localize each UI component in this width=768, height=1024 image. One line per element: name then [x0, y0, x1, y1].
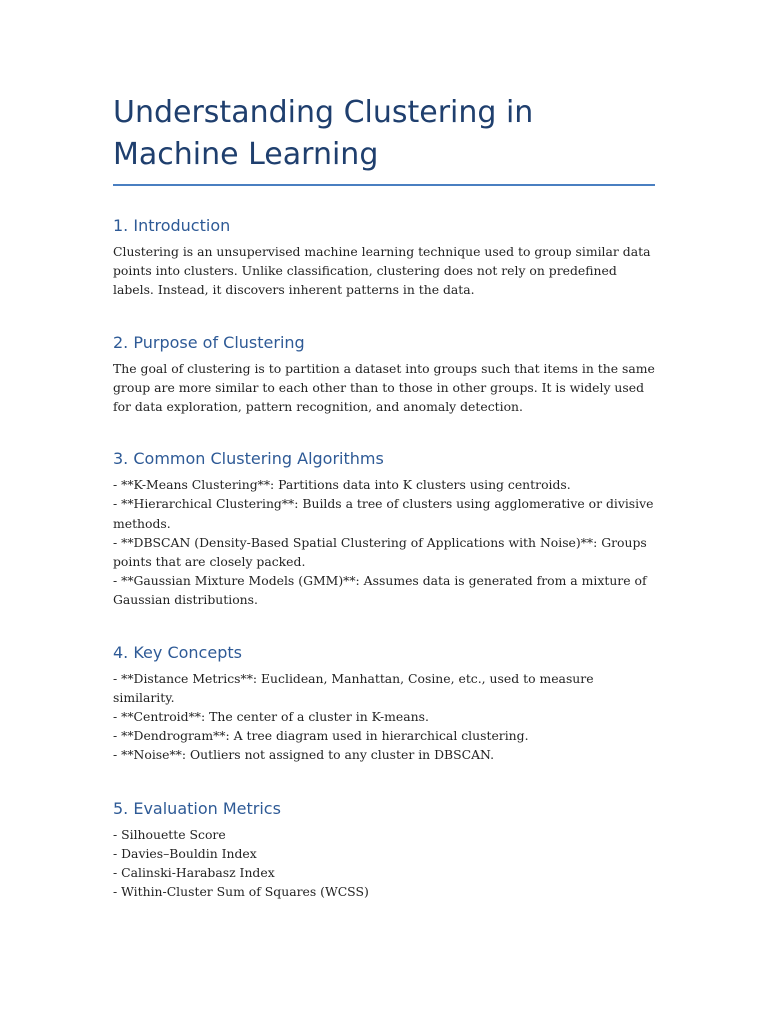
- section-paragraph: Clustering is an unsupervised machine learning technique used to group similar data points into clusters. Unlike classification, clustering does not rely on predefined labels. Instead, it discovers inherent patterns in the data.: [113, 244, 651, 298]
- algorithm-list: [113, 475, 655, 609]
- section-heading: 2. Purpose of Clustering: [113, 332, 305, 352]
- list-item: - **Distance Metrics**: Euclidean, Manhattan, Cosine, etc., used to measure similarity.: [113, 670, 594, 705]
- list-item: - **Centroid**: The center of a cluster in K-means.: [113, 709, 429, 725]
- document-page: [113, 92, 655, 901]
- list-item: - Silhouette Score: [113, 826, 226, 842]
- section-heading: 4. Key Concepts: [113, 642, 242, 662]
- section-heading: 1. Introduction: [113, 216, 231, 235]
- section-introduction: [113, 216, 655, 300]
- section-paragraph: The goal of clustering is to partition a dataset into groups such that items in the same group are more similar to each other than to those in other groups. It is widely used for data exploration, pattern recognition, and anomaly detection.: [113, 360, 655, 415]
- concept-list: [113, 669, 655, 765]
- list-item: - **K-Means Clustering**: Partitions data into K clusters using centroids.: [113, 477, 571, 493]
- section-key-concepts: [113, 643, 655, 765]
- section-heading: 5. Evaluation Metrics: [113, 798, 281, 818]
- list-item: - Calinski-Harabasz Index: [113, 865, 275, 881]
- list-item: - Davies–Bouldin Index: [113, 845, 257, 861]
- list-item: - **Hierarchical Clustering**: Builds a tree of clusters using agglomerative or divisive methods.: [113, 496, 654, 531]
- section-purpose: [113, 333, 655, 417]
- section-algorithms: [113, 449, 655, 609]
- page-title: Understanding Clustering in Machine Learning: [113, 92, 655, 186]
- section-heading: 3. Common Clustering Algorithms: [113, 449, 384, 469]
- list-item: - **Gaussian Mixture Models (GMM)**: Assumes data is generated from a mixture of Gaussian distributions.: [113, 573, 647, 608]
- list-item: - **Dendrogram**: A tree diagram used in hierarchical clustering.: [113, 728, 529, 744]
- section-evaluation-metrics: [113, 799, 655, 902]
- list-item: - Within-Cluster Sum of Squares (WCSS): [113, 884, 369, 900]
- list-item: - **DBSCAN (Density-Based Spatial Clustering of Applications with Noise)**: Groups points that are closely packed.: [113, 534, 647, 570]
- metric-list: [113, 825, 655, 902]
- list-item: - **Noise**: Outliers not assigned to any cluster in DBSCAN.: [113, 747, 495, 763]
